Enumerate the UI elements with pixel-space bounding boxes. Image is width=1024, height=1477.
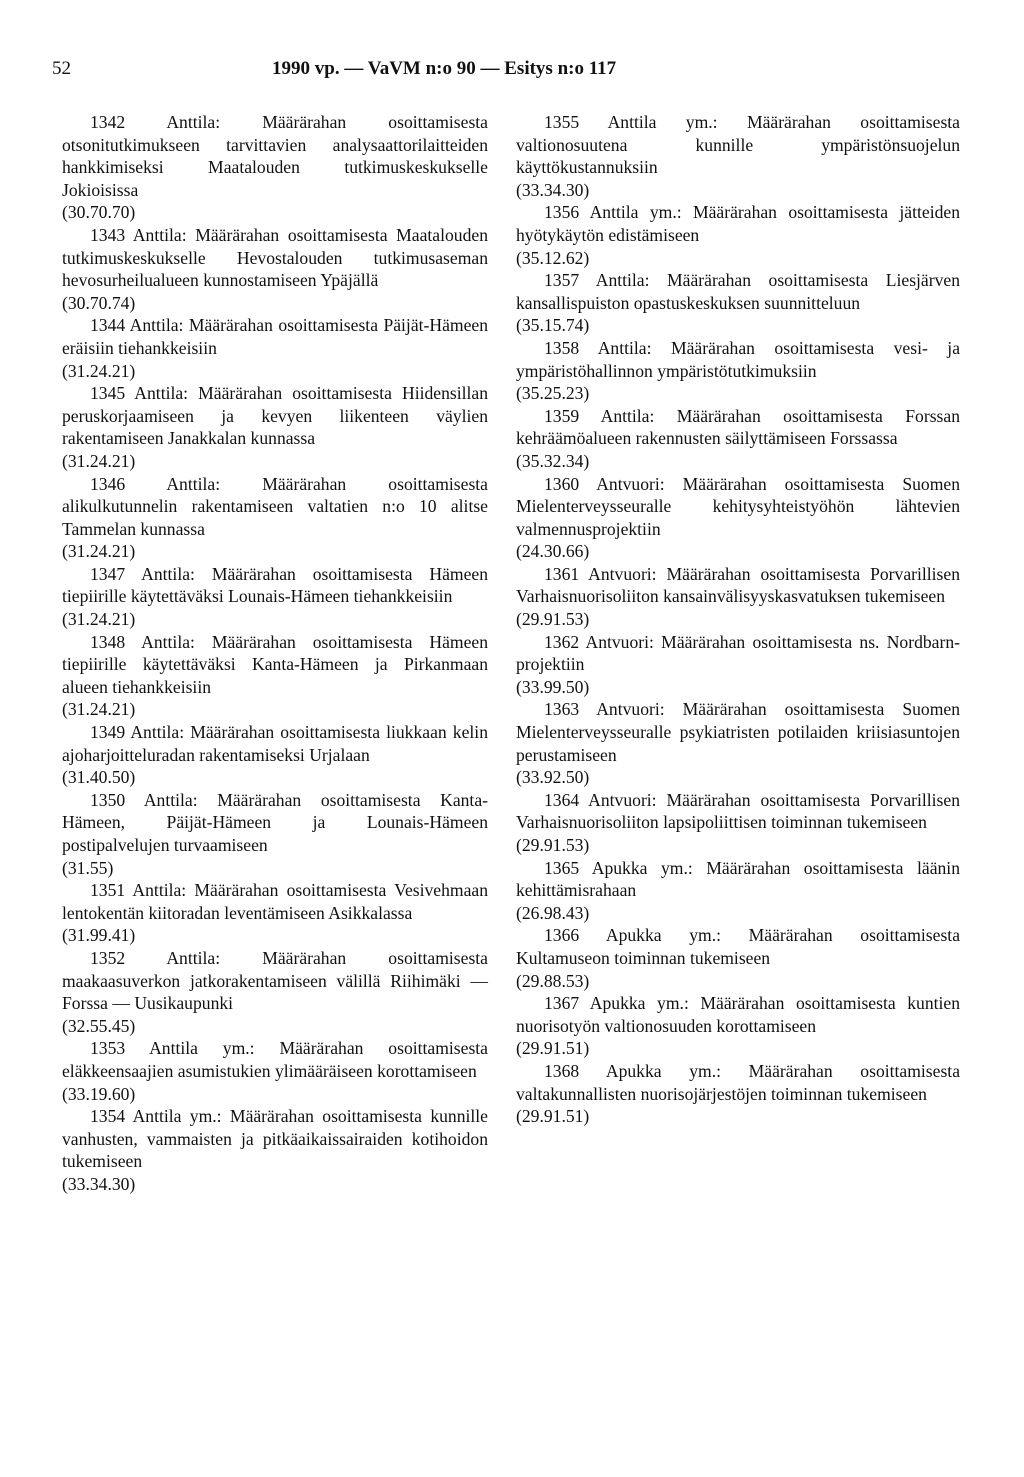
bill-entry <box>62 789 488 879</box>
bill-entry <box>62 563 488 631</box>
bill-entry <box>62 314 488 382</box>
budget-code: (29.91.51) <box>516 1038 590 1059</box>
budget-code: (31.40.50) <box>62 767 136 788</box>
bill-entry <box>62 382 488 472</box>
running-title: 1990 vp. — VaVM n:o 90 — Esitys n:o 117 <box>272 58 617 79</box>
budget-code: (35.12.62) <box>516 247 590 268</box>
entry-text: 1354 Anttila ym.: Määrärahan osoittamisesta kunnille vanhusten, vammaisten ja pitkäaikaissairaiden kotihoidon tukemiseen <box>62 1106 488 1172</box>
bill-entry <box>516 473 960 563</box>
bill-entry <box>516 857 960 925</box>
bill-entry <box>516 111 960 201</box>
entry-text: 1364 Antvuori: Määrärahan osoittamisesta Porvarillisen Varhaisnuorisoliiton lapsipoliittisen toiminnan tukemiseen <box>516 789 960 833</box>
bill-entry <box>62 224 488 314</box>
budget-code: (33.34.30) <box>516 179 590 200</box>
entry-text: 1345 Anttila: Määrärahan osoittamisesta Hiidensillan peruskorjaamiseen ja kevyen liikenteen väylien rakentamiseen Janakkalan kunnassa <box>62 383 488 449</box>
entry-text: 1342 Anttila: Määrärahan osoittamisesta otsonitutkimukseen tarvittavien analysaattorilaitteiden hankkimiseksi Maatalouden tutkimuskeskukselle Jokioisissa <box>62 112 488 200</box>
bill-entry <box>516 992 960 1060</box>
entry-text: 1347 Anttila: Määrärahan osoittamisesta Hämeen tiepiirille käytettäväksi Lounais-Hämeen tiehankkeisiin <box>62 563 488 607</box>
bill-entry <box>62 947 488 1037</box>
bill-entry <box>516 563 960 631</box>
budget-code: (31.99.41) <box>62 925 136 946</box>
entry-text: 1363 Antvuori: Määrärahan osoittamisesta Suomen Mielenterveysseuralle psykiatristen potilaiden kriisiasuntojen perustamiseen <box>516 699 960 765</box>
bill-entry <box>516 631 960 699</box>
entry-text: 1368 Apukka ym.: Määrärahan osoittamisesta valtakunnallisten nuorisojärjestöjen toiminnan tukemiseen <box>516 1060 960 1104</box>
budget-code: (33.34.30) <box>62 1173 136 1194</box>
budget-code: (24.30.66) <box>516 541 590 562</box>
budget-code: (29.88.53) <box>516 970 590 991</box>
entry-text: 1357 Anttila: Määrärahan osoittamisesta Liesjärven kansallispuiston opastuskeskuksen suunnitteluun <box>516 270 960 313</box>
entry-text: 1358 Anttila: Määrärahan osoittamisesta vesi- ja ympäristöhallinnon ympäristötutkimuksiin <box>516 337 960 381</box>
budget-code: (29.91.51) <box>516 1106 590 1127</box>
entry-text: 1346 Anttila: Määrärahan osoittamisesta alikulkutunnelin rakentamiseen valtatien n:o 10 alitse Tammelan kunnassa <box>62 473 488 539</box>
budget-code: (33.92.50) <box>516 767 590 788</box>
budget-code: (33.19.60) <box>62 1083 136 1104</box>
entry-text: 1350 Anttila: Määrärahan osoittamisesta Kanta-Hämeen, Päijät-Hämeen ja Lounais-Hämeen postipalvelujen turvaamiseen <box>62 789 488 855</box>
entry-text: 1359 Anttila: Määrärahan osoittamisesta Forssan kehräämöalueen rakennusten säilyttämiseen Forssassa <box>516 405 960 449</box>
entry-text: 1355 Anttila ym.: Määrärahan osoittamisesta valtionosuutena kunnille ympäristönsuojelun käyttökustannuksiin <box>516 112 960 178</box>
entry-text: 1348 Anttila: Määrärahan osoittamisesta Hämeen tiepiirille käytettäväksi Kanta-Hämeen ja Pirkanmaan alueen tiehankkeisiin <box>62 631 488 697</box>
entry-text: 1344 Anttila: Määrärahan osoittamisesta Päijät-Hämeen eräisiin tiehankkeisiin <box>62 315 488 358</box>
budget-code: (35.15.74) <box>516 315 590 336</box>
budget-code: (32.55.45) <box>62 1015 136 1036</box>
bill-entry <box>516 201 960 269</box>
entry-text: 1343 Anttila: Määrärahan osoittamisesta Maatalouden tutkimuskeskukselle Hevostalouden tutkimusaseman hevosurheilualueen kunnostamiseen Ypäjällä <box>62 224 488 291</box>
bill-entry <box>516 698 960 788</box>
bill-entry <box>62 473 488 563</box>
budget-code: (29.91.53) <box>516 835 590 855</box>
budget-code: (30.70.70) <box>62 202 136 223</box>
bill-entry <box>62 631 488 721</box>
budget-code: (31.24.21) <box>62 541 136 562</box>
left-column <box>62 111 488 1196</box>
page-header <box>0 50 1024 82</box>
budget-code: (31.24.21) <box>62 699 136 720</box>
bill-entry <box>516 405 960 473</box>
bill-entry <box>62 1105 488 1195</box>
budget-code: (31.24.21) <box>62 450 136 471</box>
bill-entry <box>516 269 960 337</box>
entry-text: 1352 Anttila: Määrärahan osoittamisesta maakaasuverkon jatkorakentamiseen välillä Riihimäki — Forssa — Uusikaupunki <box>62 947 488 1014</box>
budget-code: (30.70.74) <box>62 292 136 313</box>
bill-entry <box>62 879 488 947</box>
entry-text: 1366 Apukka ym.: Määrärahan osoittamisesta Kultamuseon toiminnan tukemiseen <box>516 925 960 968</box>
entry-text: 1360 Antvuori: Määrärahan osoittamisesta Suomen Mielenterveysseuralle kehitysyhteistyöhön lähtevien valmennusprojektiin <box>516 473 960 539</box>
right-column <box>516 111 960 1128</box>
bill-entry <box>62 111 488 224</box>
bill-entry <box>516 924 960 992</box>
budget-code: (26.98.43) <box>516 902 590 923</box>
entry-text: 1349 Anttila: Määrärahan osoittamisesta liukkaan kelin ajoharjoitteluradan rakentamiseksi Urjalaan <box>62 722 488 765</box>
entry-text: 1356 Anttila ym.: Määrärahan osoittamisesta jätteiden hyötykäytön edistämiseen <box>516 202 960 245</box>
entry-text: 1353 Anttila ym.: Määrärahan osoittamisesta eläkkeensaajien asumistukien ylimääräiseen korottamiseen <box>62 1038 488 1081</box>
budget-code: (31.24.21) <box>62 609 136 630</box>
bill-entry <box>516 337 960 405</box>
bill-entry <box>62 721 488 789</box>
entry-text: 1362 Antvuori: Määrärahan osoittamisesta ns. Nordbarn-projektiin <box>516 631 960 675</box>
bill-entry <box>62 1037 488 1105</box>
page-number: 52 <box>52 58 71 79</box>
budget-code: (29.91.53) <box>516 609 590 630</box>
bill-entry <box>516 789 960 857</box>
entry-text: 1367 Apukka ym.: Määrärahan osoittamisesta kuntien nuorisotyön valtionosuuden korottamiseen <box>516 993 960 1036</box>
entry-text: 1351 Anttila: Määrärahan osoittamisesta Vesivehmaan lentokentän kiitoradan leventämiseen Asikkalassa <box>62 880 488 923</box>
entry-text: 1361 Antvuori: Määrärahan osoittamisesta Porvarillisen Varhaisnuorisoliiton kansainvälisyyskasvatuksen tukemiseen <box>516 563 960 607</box>
budget-code: (35.25.23) <box>516 383 590 404</box>
budget-code: (31.24.21) <box>62 360 136 381</box>
budget-code: (33.99.50) <box>516 676 590 697</box>
entry-text: 1365 Apukka ym.: Määrärahan osoittamisesta läänin kehittämisrahaan <box>516 857 960 901</box>
budget-code: (35.32.34) <box>516 450 590 471</box>
bill-entry <box>516 1060 960 1128</box>
budget-code: (31.55) <box>62 857 114 878</box>
